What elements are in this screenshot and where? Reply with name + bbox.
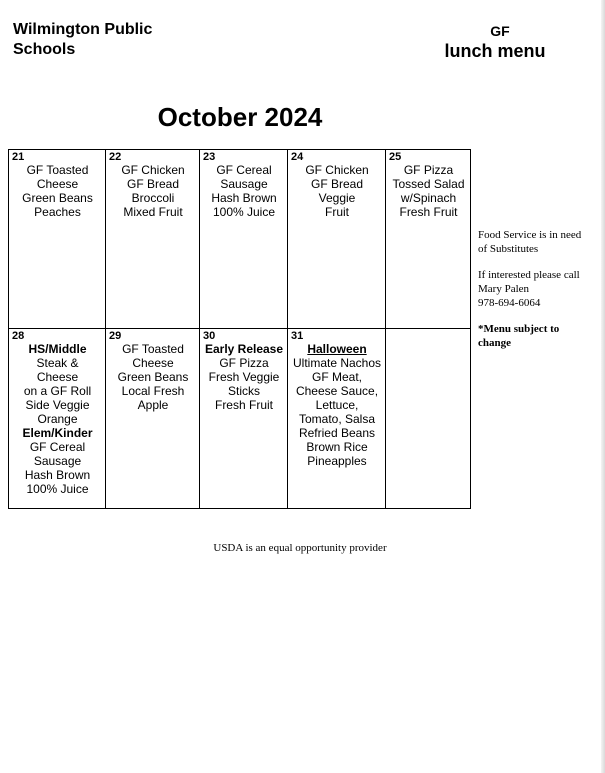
early-release-label: Early Release <box>204 342 284 356</box>
day-cell-23 <box>200 150 288 329</box>
menu-item: GF Meat, <box>311 370 362 384</box>
menu-item: Fresh Fruit <box>214 398 273 412</box>
school-name-line2: Schools <box>13 41 76 58</box>
menu-item: GF Toasted <box>122 342 184 356</box>
day-number: 24 <box>291 151 304 163</box>
menu-item: GF Pizza <box>403 163 454 177</box>
usda-statement: USDA is an equal opportunity provider <box>213 542 387 554</box>
menu-item: GF Chicken <box>305 163 369 177</box>
menu-item: Fresh Fruit <box>399 205 458 219</box>
menu-item: Hash Brown <box>24 468 91 482</box>
menu-item: 100% Juice <box>212 205 276 219</box>
menu-item: on a GF Roll <box>23 384 92 398</box>
menu-item: GF Cereal <box>216 163 272 177</box>
menu-item: Cheese <box>36 370 79 384</box>
menu-item: Lettuce, <box>315 398 359 412</box>
scan-edge <box>601 0 605 773</box>
menu-item: GF Toasted <box>26 163 89 177</box>
menu-item: Apple <box>137 398 169 412</box>
menu-group-heading: HS/Middle <box>28 342 87 356</box>
halloween-label: Halloween <box>307 342 367 356</box>
school-name-line1: Wilmington Public <box>13 21 153 38</box>
menu-item: Refried Beans <box>298 426 376 440</box>
menu-item: Side Veggie <box>25 398 90 412</box>
menu-item: Steak & <box>36 356 79 370</box>
day-number: 21 <box>12 151 25 163</box>
menu-item: Sausage <box>220 177 268 191</box>
menu-item: Veggie <box>318 191 356 205</box>
menu-item: Tomato, Salsa <box>298 412 376 426</box>
menu-item: Ultimate Nachos <box>292 356 382 370</box>
menu-group-heading: Elem/Kinder <box>22 426 93 440</box>
day-cell-21 <box>9 150 106 329</box>
day-number: 25 <box>389 151 402 163</box>
day-cell-22 <box>106 150 200 329</box>
menu-item: Tossed Salad <box>392 177 465 191</box>
menu-item: Sticks <box>227 384 260 398</box>
calendar-week-1 <box>9 150 471 329</box>
day-cell-25 <box>386 150 471 329</box>
menu-item: Hash Brown <box>211 191 277 205</box>
menu-item: Sausage <box>33 454 82 468</box>
menu-item: Pineapples <box>307 454 367 468</box>
day-number: 28 <box>12 330 25 342</box>
menu-change-note: *Menu subject to change <box>478 323 560 349</box>
menu-item: Fresh Veggie <box>208 370 280 384</box>
menu-item: Local Fresh <box>121 384 185 398</box>
menu-title-lunch-menu: lunch menu <box>444 41 546 61</box>
menu-item: 100% Juice <box>26 482 89 496</box>
month-title: October 2024 <box>157 102 323 132</box>
menu-item: GF Cereal <box>29 440 86 454</box>
day-cell-31 <box>288 329 386 509</box>
menu-calendar <box>8 149 471 509</box>
day-cell-empty <box>386 329 471 509</box>
day-cell-29 <box>106 329 200 509</box>
menu-item: Cheese <box>36 177 79 191</box>
menu-title-gf: GF <box>490 23 510 39</box>
day-number: 29 <box>109 330 122 342</box>
menu-item: GF Chicken <box>121 163 185 177</box>
menu-item: w/Spinach <box>400 191 457 205</box>
menu-item: GF Bread <box>126 177 180 191</box>
contact-intro: If interested please call Mary Palen <box>478 269 580 295</box>
menu-item: Cheese Sauce, <box>295 384 379 398</box>
menu-item: Orange <box>37 412 78 426</box>
menu-item: GF Bread <box>310 177 364 191</box>
menu-item: GF Pizza <box>219 356 269 370</box>
menu-item: Peaches <box>34 205 81 219</box>
school-name <box>13 20 213 60</box>
menu-item: Brown Rice <box>306 440 368 454</box>
day-cell-28 <box>9 329 106 509</box>
day-number: 30 <box>203 330 216 342</box>
day-cell-30 <box>200 329 288 509</box>
day-number: 23 <box>203 151 216 163</box>
contact-info <box>478 268 588 310</box>
menu-item: Fruit <box>325 205 349 219</box>
calendar-week-2 <box>9 329 471 509</box>
menu-item: Broccoli <box>131 191 175 205</box>
day-number: 22 <box>109 151 122 163</box>
menu-item: Cheese <box>132 356 174 370</box>
sidebar-notes <box>478 228 588 362</box>
day-cell-24 <box>288 150 386 329</box>
contact-phone: 978-694-6064 <box>478 297 541 309</box>
menu-item: Mixed Fruit <box>123 205 183 219</box>
menu-item: Green Beans <box>22 191 93 205</box>
menu-item: Green Beans <box>117 370 189 384</box>
menu-title <box>430 22 560 62</box>
substitutes-notice: Food Service is in need of Substitutes <box>478 229 582 255</box>
day-number: 31 <box>291 330 304 342</box>
